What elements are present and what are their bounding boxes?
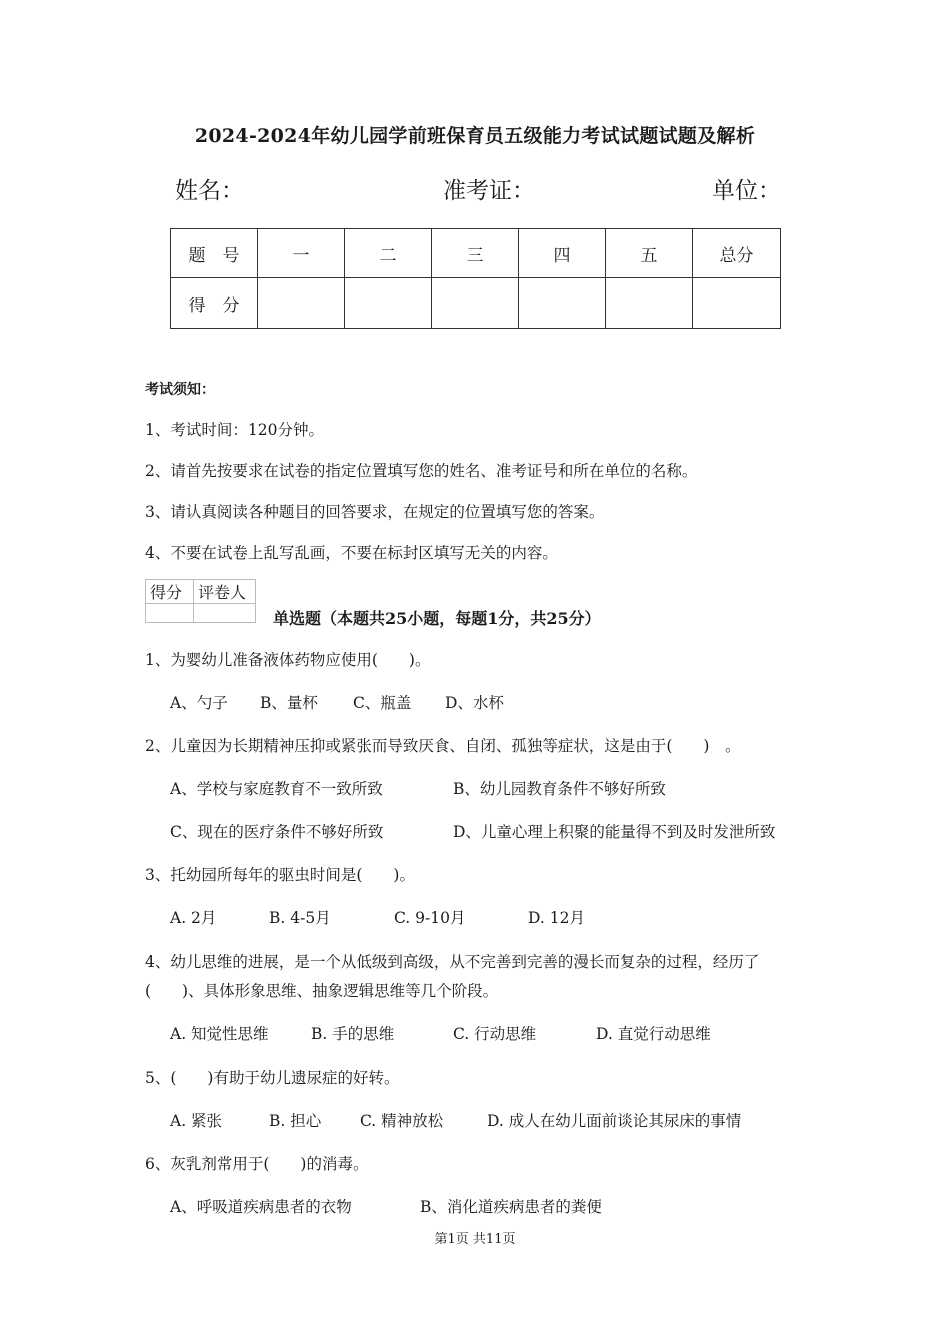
unit-field-label: 单位： bbox=[712, 178, 781, 204]
question-stem: 1、为婴幼儿准备液体药物应使用( )。 bbox=[145, 651, 431, 669]
question-option: C. 精神放松 bbox=[360, 1112, 444, 1130]
score-table-blank-cell[interactable] bbox=[519, 278, 606, 329]
question-option: B、量杯 bbox=[260, 694, 318, 712]
question-stem: 2、儿童因为长期精神压抑或紧张而导致厌食、自闭、孤独等症状，这是由于( ) 。 bbox=[145, 737, 741, 755]
question-option: C. 行动思维 bbox=[453, 1025, 537, 1043]
grader-score-blank[interactable] bbox=[146, 604, 194, 623]
name-field-label: 姓名： bbox=[175, 178, 244, 204]
question-option: B. 担心 bbox=[269, 1112, 322, 1130]
question-stem: 5、( )有助于幼儿遗尿症的好转。 bbox=[145, 1069, 400, 1087]
score-table-cell: 得 分 bbox=[171, 278, 258, 329]
score-table-blank-cell[interactable] bbox=[693, 278, 781, 329]
score-table-cell: 四 bbox=[519, 229, 606, 278]
score-table-header-row bbox=[171, 229, 781, 278]
grader-box bbox=[145, 579, 256, 623]
question-option: A. 知觉性思维 bbox=[170, 1025, 269, 1043]
score-table-cell: 二 bbox=[345, 229, 432, 278]
score-table-blank-cell[interactable] bbox=[432, 278, 519, 329]
document-title: 2024-2024年幼儿园学前班保育员五级能力考试试题试题及解析 bbox=[194, 125, 756, 147]
grader-reviewer-label: 评卷人 bbox=[194, 580, 256, 604]
question-option: A、勺子 bbox=[170, 694, 228, 712]
score-table-blank-cell[interactable] bbox=[606, 278, 693, 329]
score-table-blank-cell[interactable] bbox=[258, 278, 345, 329]
score-table-blank-cell[interactable] bbox=[345, 278, 432, 329]
question-option: C、现在的医疗条件不够好所致 bbox=[170, 823, 384, 841]
question-option: C、瓶盖 bbox=[353, 694, 412, 712]
score-table-cell: 总分 bbox=[693, 229, 781, 278]
question-stem: 4、幼儿思维的进展，是一个从低级到高级，从不完善到完善的漫长而复杂的过程，经历了 bbox=[145, 953, 760, 971]
question-option: A. 紧张 bbox=[170, 1112, 223, 1130]
notice-item: 2、请首先按要求在试卷的指定位置填写您的姓名、准考证号和所在单位的名称。 bbox=[145, 462, 698, 480]
question-option: A、呼吸道疾病患者的衣物 bbox=[170, 1198, 352, 1216]
question-stem: 6、灰乳剂常用于( )的消毒。 bbox=[145, 1155, 369, 1173]
notice-item: 1、考试时间：120分钟。 bbox=[145, 421, 324, 439]
question-option: D、儿童心理上积聚的能量得不到及时发泄所致 bbox=[453, 823, 776, 841]
question-stem: 3、托幼园所每年的驱虫时间是( )。 bbox=[145, 866, 415, 884]
score-table-cell: 题 号 bbox=[171, 229, 258, 278]
question-option: D. 成人在幼儿面前谈论其尿床的事情 bbox=[487, 1112, 742, 1130]
exam-number-field-label: 准考证： bbox=[443, 178, 535, 204]
section-title: 单选题（本题共25小题，每题1分，共25分） bbox=[273, 609, 601, 628]
question-option: B. 4-5月 bbox=[269, 909, 331, 927]
question-option: D. 12月 bbox=[528, 909, 585, 927]
question-option: B. 手的思维 bbox=[311, 1025, 395, 1043]
question-option: D、水杯 bbox=[445, 694, 504, 712]
question-option: D. 直觉行动思维 bbox=[596, 1025, 711, 1043]
question-option: A. 2月 bbox=[170, 909, 217, 927]
score-table-cell: 一 bbox=[258, 229, 345, 278]
notice-heading: 考试须知： bbox=[145, 382, 215, 398]
grader-reviewer-blank[interactable] bbox=[194, 604, 256, 623]
question-option: C. 9-10月 bbox=[394, 909, 466, 927]
score-table-cell: 五 bbox=[606, 229, 693, 278]
question-option: B、消化道疾病患者的粪便 bbox=[420, 1198, 602, 1216]
grader-score-label: 得分 bbox=[146, 580, 194, 604]
question-option: A、学校与家庭教育不一致所致 bbox=[170, 780, 383, 798]
score-table bbox=[170, 228, 781, 329]
score-table-score-row bbox=[171, 278, 781, 329]
notice-item: 4、不要在试卷上乱写乱画，不要在标封区填写无关的内容。 bbox=[145, 544, 558, 562]
score-table-cell: 三 bbox=[432, 229, 519, 278]
question-stem-continued: ( )、具体形象思维、抽象逻辑思维等几个阶段。 bbox=[145, 982, 499, 1000]
page-footer: 第1页 共11页 bbox=[434, 1232, 516, 1247]
notice-item: 3、请认真阅读各种题目的回答要求，在规定的位置填写您的答案。 bbox=[145, 503, 605, 521]
question-option: B、幼儿园教育条件不够好所致 bbox=[453, 780, 666, 798]
